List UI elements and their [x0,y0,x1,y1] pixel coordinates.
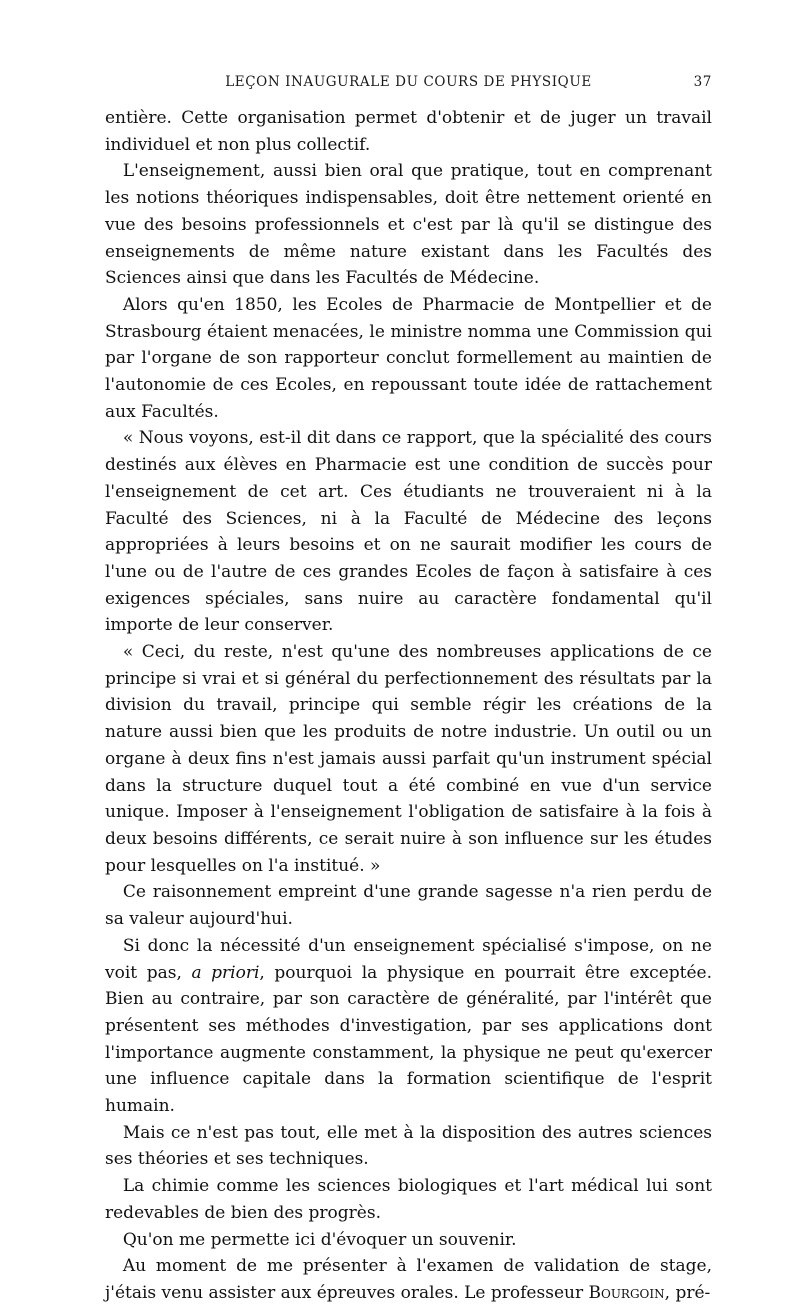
paragraph: La chimie comme les sciences biologiques et l'art médical lui sont redevables de bien des progrès. [105,1176,712,1223]
paragraph [105,933,712,1120]
text-run: , pourquoi la physique en pourrait être exceptée. Bien au contraire, par son caractère de généralité, par l'intérêt que présentent ses méthodes d'investigation, par ses applications dont l'importance augmente constamment, la physique ne peut qu'exercer une influence capitale dans la formation scientifique de l'esprit humain. [105,962,712,1117]
author-name: Bourgoin [588,1282,665,1303]
paragraph: Ce raisonnement empreint d'une grande sagesse n'a rien perdu de sa valeur aujourd'hui. [105,882,712,930]
paragraph: « Nous voyons, est-il dit dans ce rapport, que la spécialité des cours destinés aux élèves en Pharmacie est une condition de succès pour l'enseignement de cet art. Ces étudiants ne trouveraient ni à la Faculté des Sciences, ni à la Faculté de Médecine des leçons appropriées à leurs besoins et on ne saurait modifier les cours de l'une ou de l'autre de ces grandes Ecoles de façon à satisfaire à ces exigences spéciales, sans nuire au caractère fondamental qu'il importe de leur conserver. [105,428,712,636]
page-header [105,74,712,96]
paragraph: Qu'on me permette ici d'évoquer un souvenir. [122,1229,517,1250]
text-run: Au moment de me présenter à l'examen de validation de stage, j'étais venu assister aux épreuves orales. Le professeur [105,1256,712,1303]
paragraph: L'enseignement, aussi bien oral que pratique, tout en comprenant les notions théoriques indispensables, doit être nettement orienté en vue des besoins professionnels et c'est par là qu'il se distingue des enseignements de même nature existant dans les Facultés des Sciences ainsi que dans les Facultés de Médecine. [105,161,712,289]
text-run: , pré- [664,1282,711,1303]
paragraph: Alors qu'en 1850, les Ecoles de Pharmacie de Montpellier et de Strasbourg étaient menacées, le ministre nomma une Commission qui par l'organe de son rapporteur conclut formellement au maintien de l'autonomie de ces Ecoles, en repoussant toute idée de rattachement aux Facultés. [105,294,712,422]
page-number: 37 [693,74,712,90]
italic-phrase: a priori [191,962,260,983]
paragraph: « Ceci, du reste, n'est qu'une des nombreuses applications de ce principe si vrai et si général du perfectionnement des résultats par la division du travail, principe qui semble régir les créations de la nature aussi bien que les produits de notre industrie. Un outil ou un organe à deux fins n'est jamais aussi parfait qu'un instrument spécial dans la structure duquel tout a été combiné en vue d'un service unique. Imposer à l'enseignement l'obligation de satisfaire à la fois à deux besoins différents, ce serait nuire à son influence sur les études pour lesquelles on l'a institué. » [105,642,712,876]
page-body [105,105,712,1307]
paragraph: entière. Cette organisation permet d'obtenir et de juger un travail individuel et non plus collectif. [105,108,712,155]
running-title: LEÇON INAUGURALE DU COURS DE PHYSIQUE [225,74,592,90]
paragraph: Mais ce n'est pas tout, elle met à la disposition des autres sciences ses théories et ses techniques. [105,1122,712,1170]
text-run: Si donc la nécessité d'un enseignement spécialisé s'impose, on ne voit pas, [105,935,712,983]
